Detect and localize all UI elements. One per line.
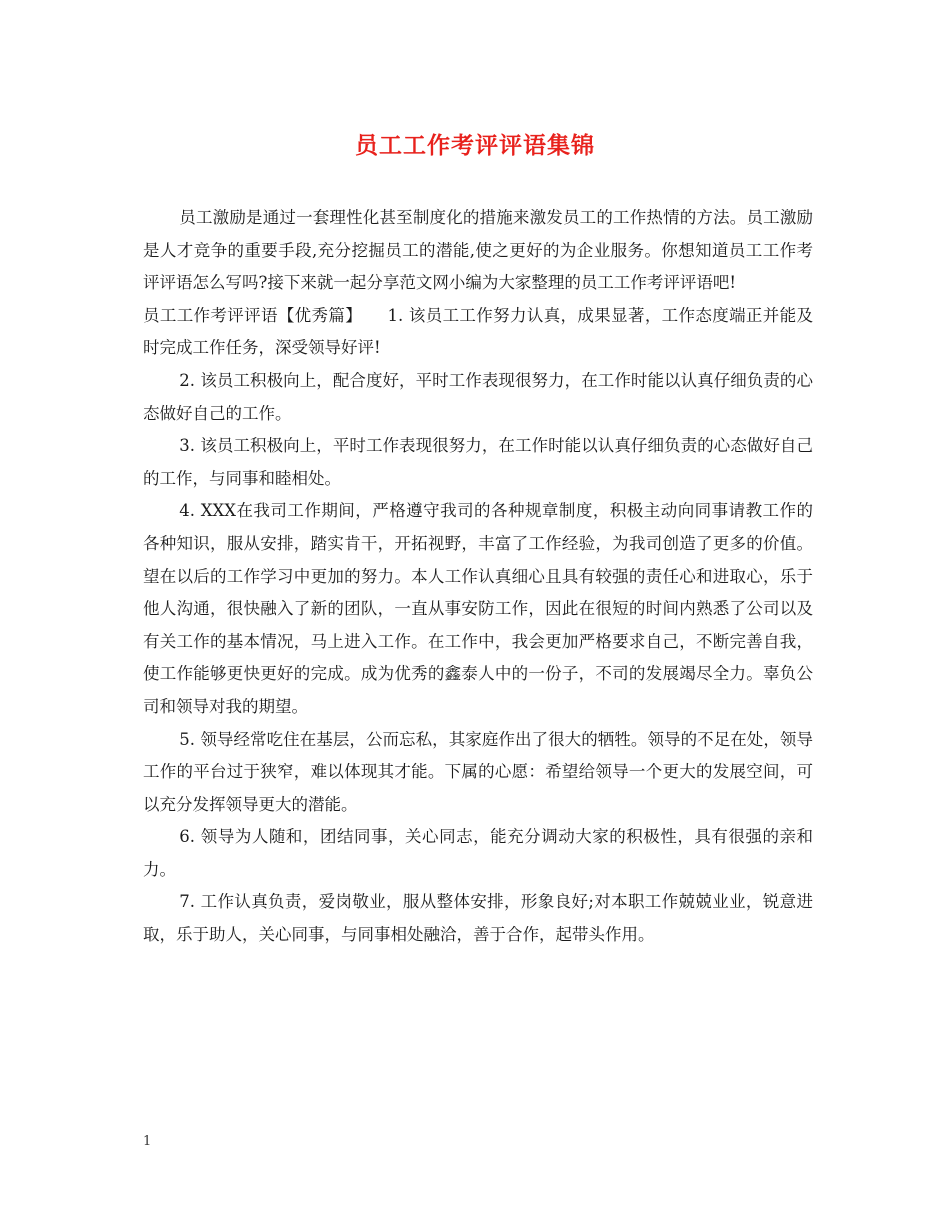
document-body (143, 202, 813, 952)
section-heading-paragraph: 员工工作考评评语【优秀篇】 1. 该员工工作努力认真，成果显著，工作态度端正并能及时完成工作任务，深受领导好评! (143, 305, 813, 358)
document-title: 员工工作考评评语集锦 (355, 132, 595, 159)
comment-paragraph-6: 6. 领导为人随和，团结同事，关心同志，能充分调动大家的积极性，具有很强的亲和力。 (143, 827, 813, 879)
comment-paragraph-5: 5. 领导经常吃住在基层，公而忘私，其家庭作出了很大的牺牲。领导的不足在处，领导工作的平台过于狭窄，难以体现其才能。下属的心愿：希望给领导一个更大的发展空间，可以充分发挥领导更大的潜能。 (143, 729, 813, 814)
intro-paragraph: 员工激励是通过一套理性化甚至制度化的措施来激发员工的工作热情的方法。员工激励是人才竞争的重要手段,充分挖掘员工的潜能,使之更好的为企业服务。你想知道员工工作考评评语怎么写吗?接下来就一起分享范文网小编为大家整理的员工工作考评评语吧! (143, 208, 813, 293)
comment-paragraph-3: 3. 该员工积极向上，平时工作表现很努力，在工作时能以认真仔细负责的心态做好自己的工作，与同事和睦相处。 (143, 436, 813, 488)
comment-paragraph-2: 2. 该员工积极向上，配合度好，平时工作表现很努力，在工作时能以认真仔细负责的心态做好自己的工作。 (143, 370, 813, 423)
comment-paragraph-4: 4. XXX在我司工作期间，严格遵守我司的各种规章制度，积极主动向同事请教工作的各种知识，服从安排，踏实肯干，开拓视野，丰富了工作经验，为我司创造了更多的价值。望在以后的工作学习中更加的努力。本人工作认真细心且具有较强的责任心和进取心，乐于他人沟通，很快融入了新的团队，一直从事安防工作，因此在很短的时间内熟悉了公司以及有关工作的基本情况，马上进入工作。在工作中，我会更加严格要求自己，不断完善自我，使工作能够更快更好的完成。成为优秀的鑫泰人中的一份子，不司的发展竭尽全力。辜负公司和领导对我的期望。 (143, 501, 813, 716)
page-number: 1 (143, 1134, 152, 1149)
comment-paragraph-7: 7. 工作认真负责，爱岗敬业，服从整体安排，形象良好;对本职工作兢兢业业，锐意进取，乐于助人，关心同事，与同事相处融洽，善于合作，起带头作用。 (143, 892, 813, 945)
